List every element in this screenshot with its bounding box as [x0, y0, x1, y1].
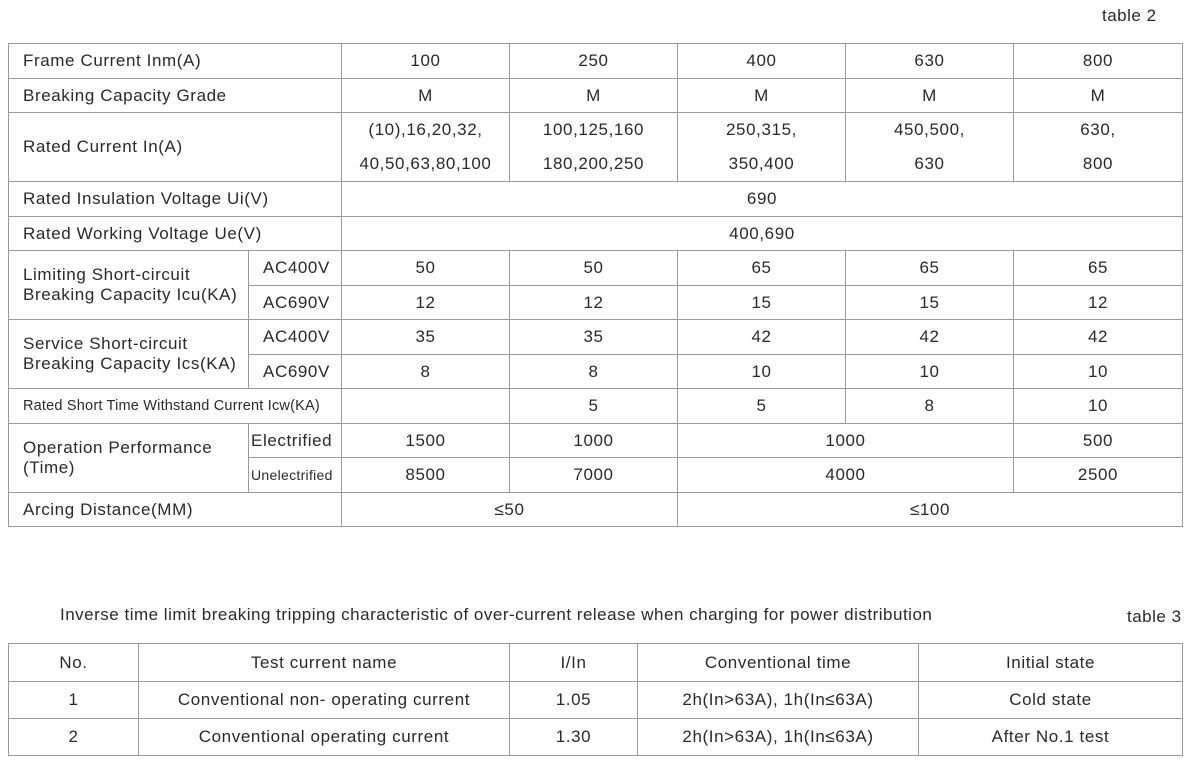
- header-cell: Test current name: [139, 644, 510, 682]
- cell: 42: [678, 320, 846, 355]
- cell: [342, 389, 510, 424]
- cell: 10: [678, 355, 846, 389]
- row-frame-current: [9, 44, 1183, 79]
- cell: 15: [678, 286, 846, 320]
- cell: 65: [1014, 251, 1183, 286]
- row-service-ac400: [9, 320, 1183, 355]
- header-cell: Initial state: [919, 644, 1183, 682]
- sub-label: Electrified: [249, 424, 342, 458]
- cell: 10: [846, 355, 1014, 389]
- cell: 250,315, 350,400: [678, 113, 846, 182]
- cell: 35: [342, 320, 510, 355]
- cell: 8: [510, 355, 678, 389]
- cell: 2h(In>63A), 1h(In≤63A): [638, 682, 919, 719]
- cell: 1.30: [510, 719, 638, 756]
- cell: Conventional non- operating current: [139, 682, 510, 719]
- sub-label: AC400V: [249, 320, 342, 355]
- cell: 100: [342, 44, 510, 79]
- cell: (10),16,20,32, 40,50,63,80,100: [342, 113, 510, 182]
- table-2: [8, 43, 1183, 527]
- cell: 630: [846, 44, 1014, 79]
- cell: 5: [678, 389, 846, 424]
- frame-current-label: Frame Current Inm(A): [9, 44, 342, 79]
- table3-header-row: [9, 644, 1183, 682]
- cell: M: [846, 79, 1014, 113]
- row-insulation-voltage: [9, 182, 1183, 217]
- cell: 2: [9, 719, 139, 756]
- cell: 15: [846, 286, 1014, 320]
- header-cell: I/In: [510, 644, 638, 682]
- operation-label: Operation Performance (Time): [9, 424, 249, 493]
- row-limiting-ac400: [9, 251, 1183, 286]
- table3-title: Inverse time limit breaking tripping characteristic of over-current release when charging for power distribution: [60, 605, 933, 624]
- cell: 10: [1014, 355, 1183, 389]
- row-rated-current: [9, 113, 1183, 182]
- row-breaking-grade: [9, 79, 1183, 113]
- cell: M: [342, 79, 510, 113]
- cell: 8: [342, 355, 510, 389]
- cell: 100,125,160 180,200,250: [510, 113, 678, 182]
- short-time-label: Rated Short Time Withstand Current Icw(KA): [9, 389, 342, 424]
- cell: 35: [510, 320, 678, 355]
- cell: 42: [1014, 320, 1183, 355]
- cell: 10: [1014, 389, 1183, 424]
- limiting-label: Limiting Short-circuit Breaking Capacity Icu(KA): [9, 251, 249, 320]
- cell: 800: [1014, 44, 1183, 79]
- cell: 1: [9, 682, 139, 719]
- row-working-voltage: [9, 217, 1183, 251]
- cell: 12: [1014, 286, 1183, 320]
- cell: M: [1014, 79, 1183, 113]
- cell: Conventional operating current: [139, 719, 510, 756]
- insulation-voltage-label: Rated Insulation Voltage Ui(V): [9, 182, 342, 217]
- cell: 65: [846, 251, 1014, 286]
- header-cell: No.: [9, 644, 139, 682]
- cell: 630, 800: [1014, 113, 1183, 182]
- row-op-electrified: [9, 424, 1183, 458]
- cell: 690: [342, 182, 1183, 217]
- rated-current-label: Rated Current In(A): [9, 113, 342, 182]
- cell: 5: [510, 389, 678, 424]
- row-arcing: [9, 493, 1183, 527]
- arcing-label: Arcing Distance(MM): [9, 493, 342, 527]
- table-row: [9, 682, 1183, 719]
- cell: ≤50: [342, 493, 678, 527]
- cell: 12: [342, 286, 510, 320]
- cell: 8: [846, 389, 1014, 424]
- table-3: [8, 643, 1183, 756]
- cell: 4000: [678, 458, 1014, 493]
- sub-label: AC690V: [249, 286, 342, 320]
- table3-caption: table 3: [1127, 607, 1182, 626]
- cell: 2h(In>63A), 1h(In≤63A): [638, 719, 919, 756]
- breaking-grade-label: Breaking Capacity Grade: [9, 79, 342, 113]
- cell: 12: [510, 286, 678, 320]
- cell: 7000: [510, 458, 678, 493]
- cell: 1.05: [510, 682, 638, 719]
- sub-label: AC690V: [249, 355, 342, 389]
- sub-label: AC400V: [249, 251, 342, 286]
- cell: 50: [342, 251, 510, 286]
- cell: ≤100: [678, 493, 1183, 527]
- cell: 400: [678, 44, 846, 79]
- cell: 1000: [678, 424, 1014, 458]
- sub-label: Unelectrified: [249, 458, 342, 493]
- cell: 500: [1014, 424, 1183, 458]
- service-label: Service Short-circuit Breaking Capacity Ics(KA): [9, 320, 249, 389]
- cell: 8500: [342, 458, 510, 493]
- working-voltage-label: Rated Working Voltage Ue(V): [9, 217, 342, 251]
- header-cell: Conventional time: [638, 644, 919, 682]
- row-short-time: [9, 389, 1183, 424]
- cell: After No.1 test: [919, 719, 1183, 756]
- cell: 65: [678, 251, 846, 286]
- cell: 50: [510, 251, 678, 286]
- cell: 400,690: [342, 217, 1183, 251]
- cell: 1500: [342, 424, 510, 458]
- table2-caption: table 2: [1102, 6, 1157, 25]
- table-row: [9, 719, 1183, 756]
- cell: Cold state: [919, 682, 1183, 719]
- cell: 2500: [1014, 458, 1183, 493]
- cell: 250: [510, 44, 678, 79]
- cell: M: [678, 79, 846, 113]
- cell: 450,500, 630: [846, 113, 1014, 182]
- cell: 42: [846, 320, 1014, 355]
- cell: M: [510, 79, 678, 113]
- cell: 1000: [510, 424, 678, 458]
